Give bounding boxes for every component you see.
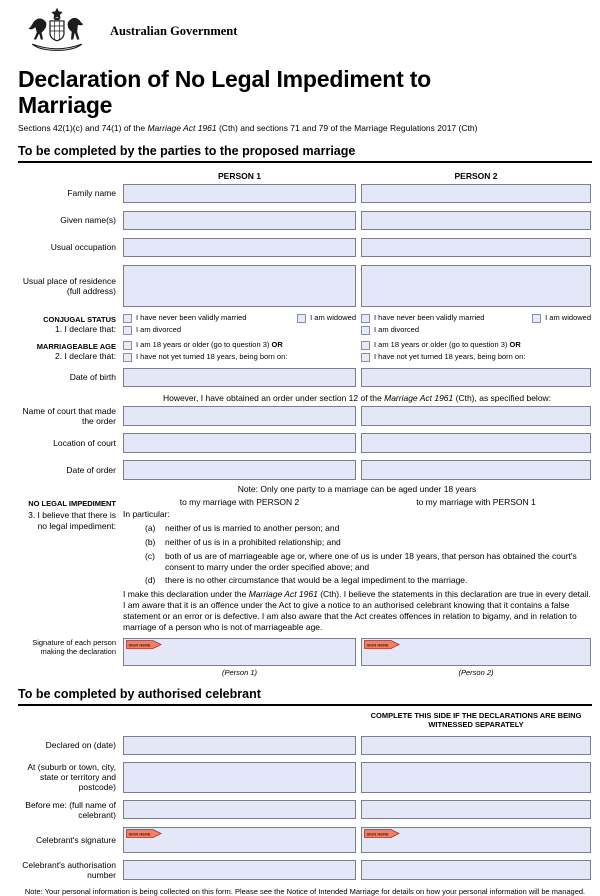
or-emphasis: OR	[509, 340, 521, 350]
celebrant-auth-number-label: Celebrant's authorisation number	[22, 859, 116, 880]
given-names-input-p2[interactable]	[361, 211, 591, 230]
date-of-birth-input-p2[interactable]	[361, 368, 591, 387]
government-label: Australian Government	[110, 23, 238, 38]
conjugal-divorced-option-p1[interactable]: I am divorced	[123, 326, 181, 335]
page-title: Declaration of No Legal Impediment to Marriage	[18, 66, 432, 118]
before-me-input-p2[interactable]	[361, 800, 591, 819]
person1-column-header: PERSON 1	[218, 170, 261, 181]
declared-at-label: At (suburb or town, city, state or territory and postcode)	[27, 761, 116, 792]
date-of-birth-input-p1[interactable]	[123, 368, 356, 387]
marriageable-options-p2	[361, 341, 591, 362]
marriageable-age-group-label: MARRIAGEABLE AGE	[36, 341, 116, 351]
in-particular-label: In particular:	[123, 509, 170, 519]
court-location-input-p2[interactable]	[361, 433, 591, 453]
party-signature-block-p2	[361, 638, 591, 677]
before-me-input-p1[interactable]	[123, 800, 356, 819]
legal-reference-part1: Sections 42(1)(c) and 74(1) of the	[18, 122, 148, 133]
date-of-birth-label: Date of birth	[69, 372, 116, 383]
court-name-input-p1[interactable]	[123, 406, 356, 426]
conjugal-widowed-option-p2[interactable]: I am widowed	[532, 314, 591, 323]
party-signature-block-p1	[123, 638, 356, 677]
parties-form-grid	[18, 168, 592, 677]
privacy-note: Note: Your personal information is being collected on this form. Please see the Notice of Intended Marriage for details on how your personal information will be managed.	[24, 886, 586, 896]
section12-order-note: However, I have obtained an order under section 12 of the Marriage Act 1961 (Cth), as specified below:	[162, 392, 552, 403]
family-name-label: Family name	[67, 188, 116, 199]
date-of-order-input-p2[interactable]	[361, 460, 591, 480]
age-minor-checkbox-p2[interactable]	[361, 353, 370, 362]
age-minor-checkbox-p1[interactable]	[123, 353, 132, 362]
spacer	[123, 711, 356, 736]
impediment-item-c: (c) both of us are of marriageable age or, where one of us is under 18 years, that person has obtained the court's consent to marry under the order specified above; and	[145, 550, 577, 572]
declared-on-label: Declared on (date)	[45, 739, 116, 750]
age-adult-option-p2[interactable]: I am 18 years or older (go to question 3) OR	[361, 341, 521, 350]
celebrant-section-heading: To be completed by authorised celebrant	[18, 687, 592, 706]
court-name-input-p2[interactable]	[361, 406, 591, 426]
impediment-item-b: (b) neither of us is in a prohibited relationship; and	[145, 536, 341, 547]
conjugal-widowed-checkbox-p1[interactable]	[297, 314, 306, 323]
parties-section-heading: To be completed by the parties to the proposed marriage	[18, 144, 592, 163]
usual-occupation-input-p1[interactable]	[123, 238, 356, 257]
government-brand	[18, 6, 592, 56]
conjugal-options-p1	[123, 314, 356, 335]
party-signature-label: Signature of each person making the declaration	[32, 637, 116, 656]
person2-column-header: PERSON 2	[454, 170, 498, 181]
witnessed-separately-note: COMPLETE THIS SIDE IF THE DECLARATIONS ARE BEING WITNESSED SEPARATELY	[370, 710, 582, 730]
court-location-input-p1[interactable]	[123, 433, 356, 453]
legal-reference-act: Marriage Act 1961	[147, 122, 217, 133]
legal-reference-part2: (Cth) and sections 71 and 79 of the Marriage Regulations 2017 (Cth)	[216, 122, 478, 133]
given-names-input-p1[interactable]	[123, 211, 356, 230]
svg-text:SIGN HERE: SIGN HERE	[366, 830, 389, 836]
or-emphasis: OR	[271, 340, 283, 350]
svg-text:SIGN HERE: SIGN HERE	[366, 642, 389, 648]
age-adult-option-p1[interactable]: I am 18 years or older (go to question 3) OR	[123, 341, 283, 350]
declared-on-input-p1[interactable]	[123, 736, 356, 755]
celebrant-signature-field-p2[interactable]	[361, 827, 591, 853]
declared-at-input-p2[interactable]	[361, 762, 591, 793]
before-me-label: Before me: (full name of celebrant)	[25, 799, 116, 820]
sign-here-flag-icon	[364, 829, 400, 838]
marriageable-age-label-block	[18, 341, 118, 362]
usual-residence-input-p2[interactable]	[361, 265, 591, 307]
celebrant-form-grid	[18, 711, 592, 880]
sign-here-flag-icon	[126, 829, 162, 838]
conjugal-divorced-checkbox-p2[interactable]	[361, 326, 370, 335]
party-signature-field-p1[interactable]	[123, 638, 356, 666]
under18-note: Note: Only one party to a marriage can be aged under 18 years	[237, 484, 477, 494]
impediment-declaration-body	[123, 509, 591, 633]
svg-text:SIGN HERE: SIGN HERE	[128, 830, 151, 836]
conjugal-divorced-option-p2[interactable]: I am divorced	[361, 326, 419, 335]
celebrant-auth-number-input-p2[interactable]	[361, 860, 591, 880]
family-name-input-p1[interactable]	[123, 184, 356, 203]
usual-residence-input-p1[interactable]	[123, 265, 356, 307]
svg-text:SIGN HERE: SIGN HERE	[128, 642, 151, 648]
conjugal-status-group-label: CONJUGAL STATUS	[43, 314, 116, 324]
celebrant-signature-field-p1[interactable]	[123, 827, 356, 853]
conjugal-never-married-option-p2[interactable]: I have never been validly married	[361, 314, 484, 323]
no-impediment-declare-label: 3. I believe that there is no legal impediment:	[28, 510, 116, 531]
declared-on-input-p2[interactable]	[361, 736, 591, 755]
australian-coat-of-arms-logo	[18, 7, 96, 55]
conjugal-options-p2	[361, 314, 591, 335]
signature-caption-p2: (Person 2)	[458, 667, 494, 677]
impediment-caption-p1: to my marriage with PERSON 2	[179, 497, 300, 507]
date-of-order-label: Date of order	[66, 464, 116, 475]
conjugal-never-married-checkbox-p2[interactable]	[361, 314, 370, 323]
declared-at-input-p1[interactable]	[123, 762, 356, 793]
party-signature-field-p2[interactable]	[361, 638, 591, 666]
impediment-caption-p2: to my marriage with PERSON 1	[416, 497, 536, 507]
age-minor-option-p2[interactable]: I have not yet turned 18 years, being born on:	[361, 353, 525, 362]
signature-caption-p1: (Person 1)	[221, 667, 257, 677]
usual-residence-label: Usual place of residence (full address)	[22, 275, 116, 296]
impediment-item-d: (d) there is no other circumstance that would be a legal impediment to the marriage.	[145, 575, 468, 586]
conjugal-widowed-option-p1[interactable]: I am widowed	[297, 314, 356, 323]
marriageable-age-declare-label: 2. I declare that:	[55, 351, 116, 362]
sign-here-flag-icon	[364, 640, 400, 649]
celebrant-auth-number-input-p1[interactable]	[123, 860, 356, 880]
conjugal-status-declare-label: 1. I declare that:	[55, 324, 116, 335]
legal-reference	[18, 123, 592, 133]
usual-occupation-label: Usual occupation	[50, 242, 116, 253]
family-name-input-p2[interactable]	[361, 184, 591, 203]
age-minor-option-p1[interactable]: I have not yet turned 18 years, being born on:	[123, 353, 287, 362]
date-of-order-input-p1[interactable]	[123, 460, 356, 480]
given-names-label: Given name(s)	[60, 215, 116, 226]
conjugal-divorced-checkbox-p1[interactable]	[123, 326, 132, 335]
celebrant-signature-label: Celebrant's signature	[35, 834, 116, 845]
no-impediment-group-label: NO LEGAL IMPEDIMENT	[28, 499, 116, 508]
conjugal-never-married-checkbox-p1[interactable]	[123, 314, 132, 323]
court-location-label: Location of court	[53, 437, 116, 448]
conjugal-status-label-block	[18, 314, 118, 335]
declaration-paragraph: I make this declaration under the Marriage Act 1961 (Cth). I believe the statements in this declaration are true in every detail. I am aware that it is an offence under the Act to give a notice to an authorised celebrant knowing that it contains a false statement or an error or is defective. I am also aware that the Act creates offences in relation to bigamy, and in relation to marriage of a person who is not of marriageable age.	[123, 589, 591, 632]
age-adult-checkbox-p2[interactable]	[361, 341, 370, 350]
impediment-item-a: (a) neither of us is married to another person; and	[145, 522, 340, 533]
age-adult-checkbox-p1[interactable]	[123, 341, 132, 350]
usual-occupation-input-p2[interactable]	[361, 238, 591, 257]
conjugal-never-married-option-p1[interactable]: I have never been validly married	[123, 314, 246, 323]
sign-here-flag-icon	[126, 640, 162, 649]
court-name-label: Name of court that made the order	[22, 405, 116, 426]
conjugal-widowed-checkbox-p2[interactable]	[532, 314, 541, 323]
marriageable-options-p1	[123, 341, 356, 362]
